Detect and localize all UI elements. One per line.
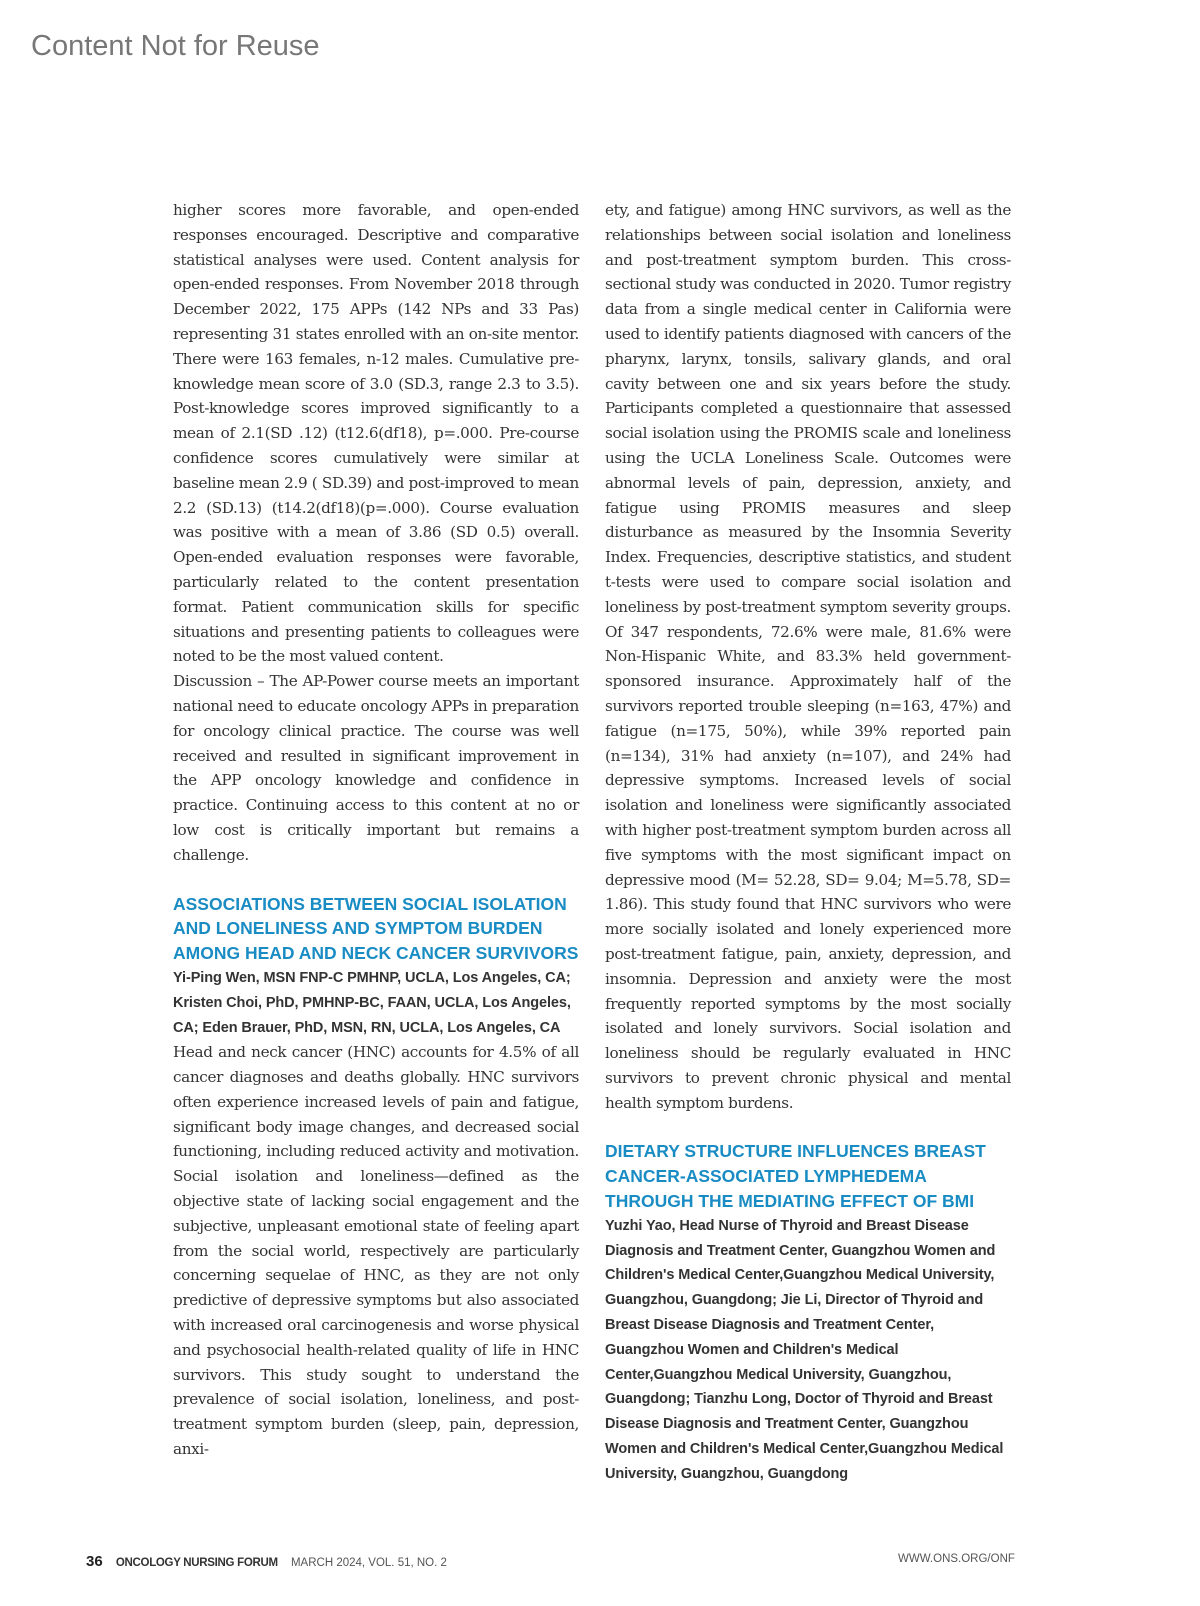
page-footer (86, 1553, 447, 1570)
article-body: Head and neck cancer (HNC) accounts for 4.5% of all cancer diagnoses and deaths globally. HNC survivors often experience increased levels of pain and fatigue, significant body image changes, and decreased social functioning, including reduced activity and motivation. Social isolation and loneliness—defined as the objective state of lacking social engagement and the subjective, unpleasant emotional state of feeling apart from the social world, respectively are particularly concerning sequelae of HNC, as they are not only predictive of depressive symptoms but also associated with increased oral carcinogenesis and worse physical and psychosocial health-related quality of life in HNC survivors. This study sought to understand the prevalence of social isolation, loneliness, and post-treatment symptom burden (sleep, pain, depression, anxi- (173, 1043, 579, 1459)
article-authors: Yuzhi Yao, Head Nurse of Thyroid and Breast Disease Diagnosis and Treatment Center, Guangzhou Women and Children's Medical Center,Guangzhou Medical University, Guangzhou, Guangdong; Jie Li, Director of Thyroid and Breast Disease Diagnosis and Treatment Center, Guangzhou Women and Children's Medical Center,Guangzhou Medical University, Guangzhou, Guangdong; Tianzhu Long, Doctor of Thyroid and Breast Disease Diagnosis and Treatment Center, Guangzhou Women and Children's Medical Center,Guangzhou Medical University, Guangzhou, Guangdong (605, 1217, 1004, 1482)
journal-url: WWW.ONS.ORG/ONF (898, 1553, 1015, 1565)
issue-info: MARCH 2024, VOL. 51, NO. 2 (290, 1557, 447, 1569)
left-column (173, 198, 579, 1462)
right-column (605, 198, 1011, 1487)
article-authors: Yi-Ping Wen, MSN FNP-C PMHNP, UCLA, Los Angeles, CA; Kristen Choi, PhD, PMHNP-BC, FAAN, UCLA, Los Angeles, CA; Eden Brauer, PhD, MSN, RN, UCLA, Los Angeles, CA (173, 969, 571, 1036)
article-title: ASSOCIATIONS BETWEEN SOCIAL ISOLATION AND LONELINESS AND SYMPTOM BURDEN AMONG HEAD AND NECK CANCER SURVIVORS (173, 893, 579, 964)
discussion-paragraph: Discussion – The AP-Power course meets an important national need to educate oncology APPs in preparation for oncology clinical practice. The course was well received and resulted in significant improvement in the APP oncology knowledge and confidence in practice. Continuing access to this content at no or low cost is critically important but remains a challenge. (173, 672, 579, 864)
article-body-continued: ety, and fatigue) among HNC survivors, as well as the relationships between social isolation and loneliness and post-treatment symptom burden. This cross-sectional study was conducted in 2020. Tumor registry data from a single medical center in California were used to identify patients diagnosed with cancers of the pharynx, larynx, tonsils, salivary glands, and oral cavity between one and six years before the study. Participants completed a questionnaire that assessed social isolation using the PROMIS scale and loneliness using the UCLA Loneliness Scale. Outcomes were abnormal levels of pain, depression, anxiety, and fatigue using PROMIS measures and sleep disturbance as measured by the Insomnia Severity Index. Frequencies, descriptive statistics, and student t-tests were used to compare social isolation and loneliness by post-treatment symptom severity groups. Of 347 respondents, 72.6% were male, 81.6% were Non-Hispanic White, and 83.3% held government-sponsored insurance. Approximately half of the survivors reported trouble sleeping (n=163, 47%) and fatigue (n=175, 50%), while 39% reported pain (n=134), 31% had anxiety (n=107), and 24% had depressive symptoms. Increased levels of social isolation and loneliness were significantly associated with higher post-treatment symptom burden across all five symptoms with the most significant impact on depressive mood (M= 52.28, SD= 9.04; M=5.78, SD= 1.86). This study found that HNC survivors who were more socially isolated and lonely experienced more post-treatment fatigue, pain, anxiety, depression, and insomnia. Depression and anxiety were the most frequently reported symptoms by the most socially isolated and lonely survivors. Social isolation and loneliness should be regularly evaluated in HNC survivors to prevent chronic physical and mental health symptom burdens. (605, 201, 1011, 1112)
watermark: Content Not for Reuse (31, 30, 320, 62)
journal-name: ONCOLOGY NURSING FORUM (115, 1557, 278, 1569)
article-title: DIETARY STRUCTURE INFLUENCES BREAST CANCER-ASSOCIATED LYMPHEDEMA THROUGH THE MEDIATING EFFECT OF BMI (605, 1141, 986, 1212)
results-paragraph: higher scores more favorable, and open-ended responses encouraged. Descriptive and comparative statistical analyses were used. Content analysis for open-ended responses. From November 2018 through December 2022, 175 APPs (142 NPs and 33 Pas) representing 31 states enrolled with an on-site mentor. There were 163 females, n-12 males. Cumulative pre-knowledge mean score of 3.0 (SD.3, range 2.3 to 3.5). Post-knowledge scores improved significantly to a mean of 2.1(SD .12) (t12.6(df18), p=.000. Pre-course confidence scores cumulatively were similar at baseline mean 2.9 ( SD.39) and post-improved to mean 2.2 (SD.13) (t14.2(df18)(p=.000). Course evaluation was positive with a mean of 3.86 (SD 0.5) overall. Open-ended evaluation responses were favorable, particularly related to the content presentation format. Patient communication skills for specific situations and presenting patients to colleagues were noted to be the most valued content. (173, 201, 579, 666)
page-number: 36 (86, 1553, 103, 1570)
